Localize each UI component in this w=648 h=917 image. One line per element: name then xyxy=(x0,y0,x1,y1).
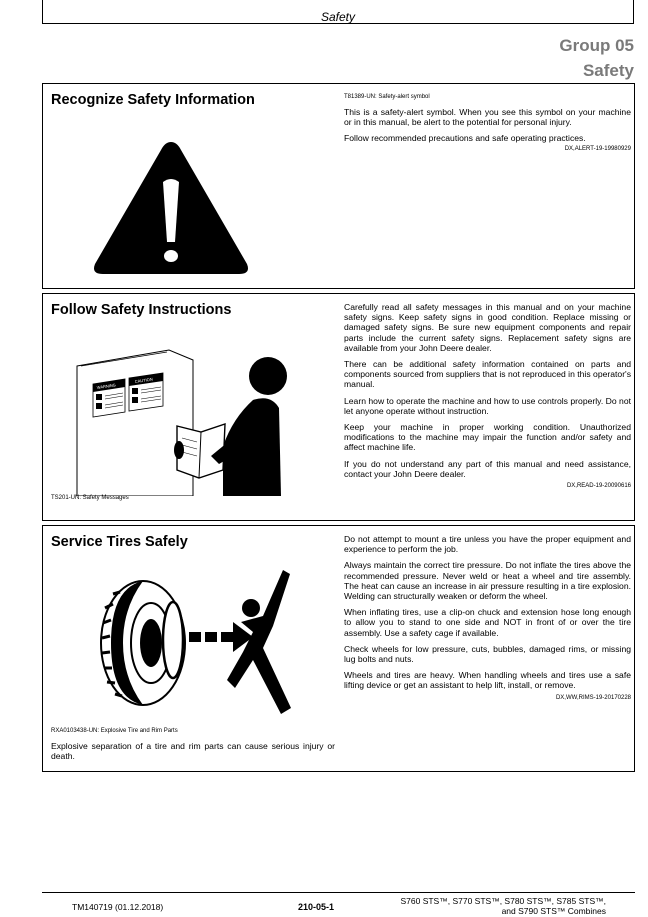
section-title: Follow Safety Instructions xyxy=(51,302,232,318)
figure-caption: TS201-UN: Safety Messages xyxy=(51,495,129,501)
footer-models-line-1: S760 STS™, S770 STS™, S780 STS™, S785 STS™, xyxy=(400,896,606,906)
group-heading xyxy=(559,33,634,83)
paragraph: Check wheels for low pressure, cuts, bubbles, damaged rims, or missing lug bolts and nuts. xyxy=(344,643,631,665)
paragraph: Do not attempt to mount a tire unless you have the proper equipment and experience to perform the job. xyxy=(344,534,631,555)
paragraph: Wheels and tires are heavy. When handling wheels and tires use a safe lifting device or get an assistant to help lift, install, or remove. xyxy=(344,670,631,691)
group-number: Group 05 xyxy=(559,36,634,55)
section-recognize-safety xyxy=(42,83,635,289)
footer-models-line-2: and S790 STS™ Combines xyxy=(501,906,606,916)
exploding-tire-icon xyxy=(93,568,293,728)
section-follow-instructions xyxy=(42,293,635,521)
paragraph: Follow recommended precautions and safe operating practices. xyxy=(344,133,586,144)
running-header xyxy=(42,0,634,24)
paragraph: There can be additional safety information contained on parts and components sourced from suppliers that is not reproduced in this operator's manual. xyxy=(344,359,631,390)
section-title: Service Tires Safely xyxy=(51,534,188,550)
running-title: Safety xyxy=(320,10,356,24)
footer-page-number: 210-05-1 xyxy=(298,902,335,912)
sign-text-caution: CAUTION xyxy=(134,376,153,384)
section-title: Recognize Safety Information xyxy=(51,92,255,108)
footer-divider xyxy=(42,892,635,893)
doc-code: DX,READ-19-20090616 xyxy=(566,483,631,490)
paragraph: Carefully read all safety messages in this manual and on your machine safety signs. Keep safety signs in good condition. Replace missing or damaged safety signs. Be sure new equipment components and repair parts include the current safety signs. Replacement safety signs are available from your John Deere dealer. xyxy=(344,302,631,353)
figure-caption: T81389-UN: Safety-alert symbol xyxy=(344,94,430,100)
hazard-statement: Explosive separation of a tire and rim parts can cause serious injury or death. xyxy=(51,741,335,762)
group-name: Safety xyxy=(582,61,634,80)
footer-models xyxy=(400,896,606,916)
sign-text-warning: WARNING xyxy=(96,382,117,390)
person-reading-manual-icon xyxy=(73,346,293,496)
section-service-tires xyxy=(42,525,635,772)
figure-caption: RXA0103438-UN: Explosive Tire and Rim Parts xyxy=(51,728,178,734)
safety-alert-triangle-icon xyxy=(91,138,251,278)
paragraph: When inflating tires, use a clip-on chuck and extension hose long enough to allow you to stand to one side and NOT in front of or over the tire assembly. Use a safety cage if available. xyxy=(344,607,631,638)
paragraph: Keep your machine in proper working condition. Unauthorized modifications to the machine may impair the function and/or safety and affect machine life. xyxy=(344,422,631,453)
paragraph: If you do not understand any part of this manual and need assistance, contact your John Deere dealer. xyxy=(344,458,631,479)
doc-code: DX,WW,RIMS-19-20170228 xyxy=(555,694,631,701)
footer-doc-id: TM140719 (01.12.2018) xyxy=(72,902,164,912)
paragraph: Learn how to operate the machine and how to use controls properly. Do not let anyone operate without instruction. xyxy=(344,395,631,416)
paragraph: Always maintain the correct tire pressure. Do not inflate the tires above the recommended pressure. Never weld or heat a wheel and tire assembly. The heat can cause an increase in air pressure resulting in a tire explosion. Welding can structurally weaken or deform the wheel. xyxy=(344,560,631,602)
paragraph: This is a safety-alert symbol. When you see this symbol on your machine or in this manual, be alert to the potential for personal injury. xyxy=(344,107,631,128)
doc-code: DX,ALERT-19-19980929 xyxy=(564,145,631,152)
